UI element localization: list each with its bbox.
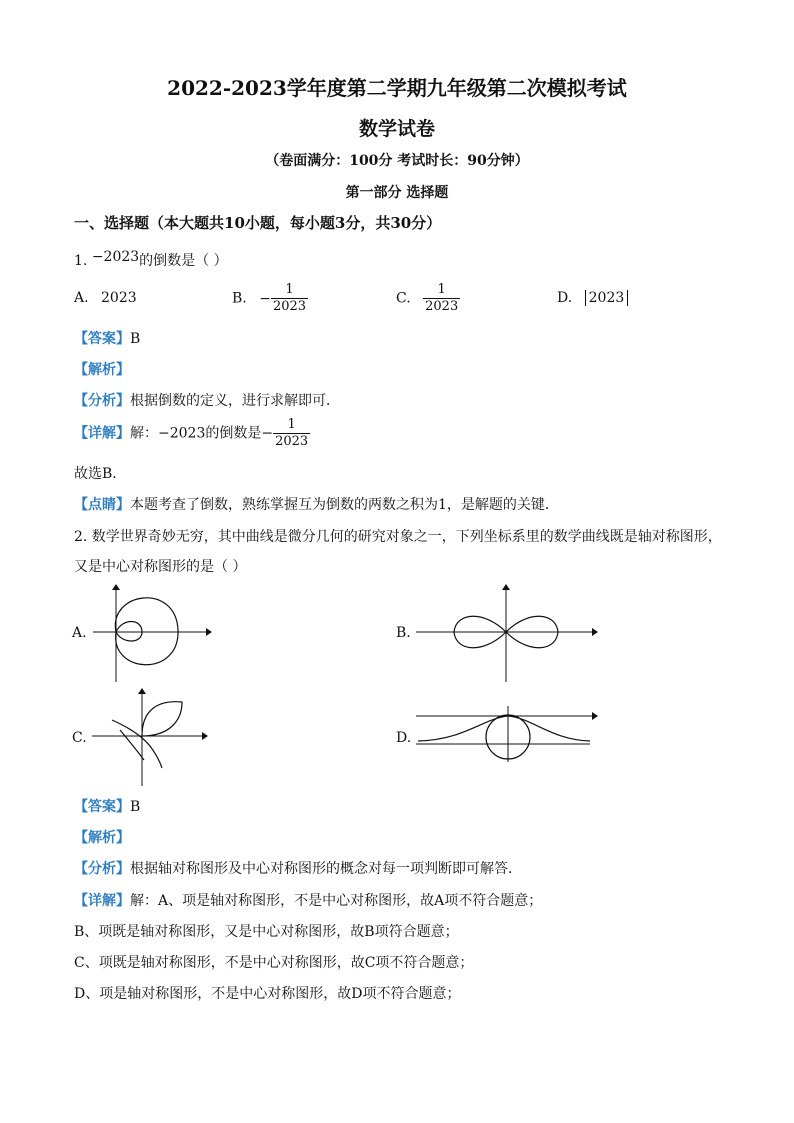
q2-xiangjie-line4: D、项是轴对称图形，不是中心对称图形，故D项不符合题意； xyxy=(74,986,461,1002)
q1-stem xyxy=(74,250,228,270)
q1-analysis xyxy=(74,359,130,379)
q2-xiangjie-text-1: 解：A、项是轴对称图形，不是中心对称图形，故A项不符合题意； xyxy=(130,893,543,909)
q2-stem-line2: 又是中心对称图形的是（ ） xyxy=(74,559,247,575)
q1-stem-number: −2023 xyxy=(91,249,140,265)
q2-figure-d-witch-curve xyxy=(414,700,599,765)
q1-xiangjie-prefix: 解： xyxy=(130,425,158,442)
dianjing-tag: 【点睛】 xyxy=(74,497,130,513)
analysis-tag: 【解析】 xyxy=(74,362,130,378)
section-heading: 一、选择题（本大题共10小题，每小题3分，共30分） xyxy=(74,214,442,232)
option-b-denominator: 2023 xyxy=(272,299,307,314)
q1-xiangjie-denominator: 2023 xyxy=(275,434,309,449)
q1-xiangjie-numerator: 1 xyxy=(287,417,296,432)
q1-conclusion: 故选B． xyxy=(74,466,127,482)
q1-answer-value: B xyxy=(130,331,141,347)
q1-option-c[interactable] xyxy=(396,282,460,315)
option-d-absolute-value: 2023 xyxy=(585,290,629,306)
q1-stem-text: 的倒数是（ ） xyxy=(139,253,228,269)
xiangjie-tag: 【详解】 xyxy=(74,425,130,442)
q2-option-b-label[interactable]: B. xyxy=(396,625,411,641)
option-c-label: C. xyxy=(396,290,411,307)
q2-xiangjie-line2: B、项既是轴对称图形，又是中心对称图形，故B项符合题意； xyxy=(74,924,459,940)
exam-subtitle: 数学试卷 xyxy=(358,118,435,140)
q2-xiangjie-line3: C、项既是轴对称图形，不是中心对称图形，故C项不符合题意； xyxy=(74,955,474,971)
option-b-sign: − xyxy=(259,290,271,307)
q1-dianjing xyxy=(74,494,559,514)
exam-note: （卷面满分：100分 考试时长：90分钟） xyxy=(265,153,529,169)
q1-option-d[interactable] xyxy=(557,290,628,306)
q2-stem-line1: 2. 数学世界奇妙无穷，其中曲线是微分几何的研究对象之一，下列坐标系里的数学曲线既是轴对称图形， xyxy=(74,529,722,545)
q2-fenxi-text: 根据轴对称图形及中心对称图形的概念对每一项判断即可解答． xyxy=(130,861,522,877)
option-a-value: 2023 xyxy=(101,290,137,306)
q2-figure-c-folium xyxy=(90,688,215,788)
option-a-label: A. xyxy=(74,290,89,306)
q1-fenxi-text: 根据倒数的定义，进行求解即可． xyxy=(130,393,340,409)
q1-number: 1. xyxy=(74,253,88,269)
option-b-numerator: 1 xyxy=(285,282,294,297)
fenxi-tag: 【分析】 xyxy=(74,861,130,877)
option-c-fraction xyxy=(423,282,460,315)
q1-xiangjie-expr: −2023的倒数是− xyxy=(158,425,274,442)
q2-figure-a-cardioid xyxy=(88,582,213,687)
option-c-numerator: 1 xyxy=(437,282,446,297)
q2-option-a-label[interactable]: A. xyxy=(72,625,87,641)
q1-option-b[interactable] xyxy=(232,282,308,315)
answer-tag: 【答案】 xyxy=(74,799,130,815)
q1-fenxi xyxy=(74,390,340,410)
option-d-label: D. xyxy=(557,290,573,306)
q2-analysis xyxy=(74,827,130,847)
q2-option-c-label[interactable]: C. xyxy=(72,730,87,746)
option-b-fraction xyxy=(271,282,308,315)
part-heading: 第一部分 选择题 xyxy=(345,185,449,201)
q1-dianjing-text: 本题考查了倒数，熟练掌握互为倒数的两数之积为1，是解题的关键． xyxy=(130,497,559,513)
xiangjie-tag: 【详解】 xyxy=(74,893,130,909)
option-c-denominator: 2023 xyxy=(425,299,459,314)
q2-answer xyxy=(74,796,140,816)
q2-answer-value: B xyxy=(130,799,141,815)
analysis-tag: 【解析】 xyxy=(74,830,130,846)
q2-option-d-label[interactable]: D. xyxy=(396,730,412,746)
q1-answer xyxy=(74,328,140,348)
q1-option-a[interactable] xyxy=(74,290,137,306)
option-b-label: B. xyxy=(232,290,247,307)
q2-xiangjie-line1 xyxy=(74,890,542,910)
exam-title: 2022-2023学年度第二学期九年级第二次模拟考试 xyxy=(167,76,627,100)
q2-fenxi xyxy=(74,858,522,878)
q1-xiangjie xyxy=(74,417,310,450)
q1-xiangjie-fraction xyxy=(273,417,310,450)
q2-figure-b-lemniscate xyxy=(414,582,599,687)
answer-tag: 【答案】 xyxy=(74,331,130,347)
fenxi-tag: 【分析】 xyxy=(74,393,130,409)
